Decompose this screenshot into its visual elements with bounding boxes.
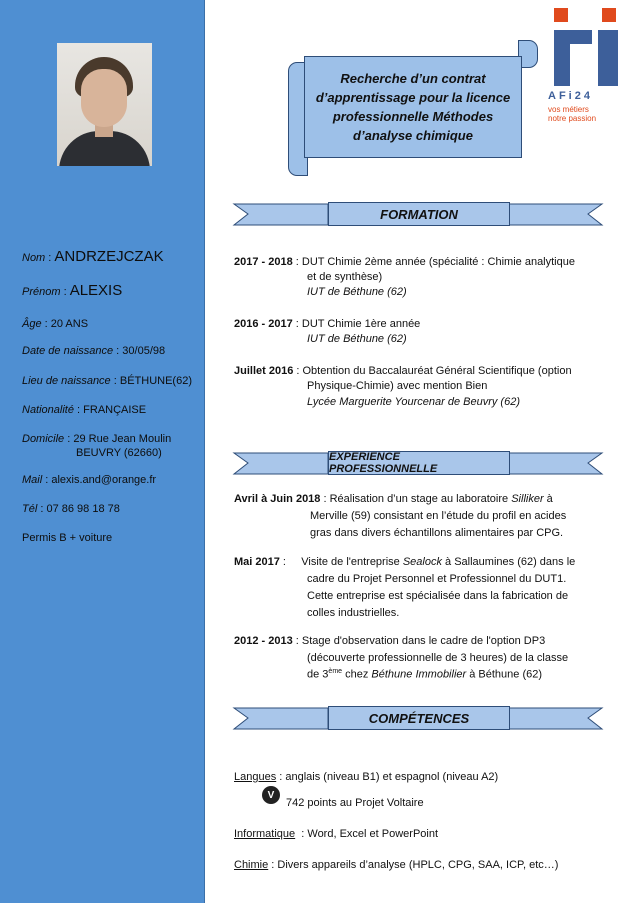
formation-1: 2017 - 2018 : DUT Chimie 2ème année (spécialité : Chimie analytique (234, 256, 575, 268)
domicile-row: Domicile : 29 Rue Jean Moulin (22, 433, 172, 445)
tel-row: Tél : 07 86 98 18 78 (22, 503, 120, 515)
formation-3: Juillet 2016 : Obtention du Baccalauréat Général Scientifique (option (234, 365, 572, 377)
langues-row: Langues : anglais (niveau B1) et espagnol (niveau A2) (234, 771, 499, 783)
prenom-row: Prénom : ALEXIS (22, 282, 123, 299)
voltaire-row: 742 points au Projet Voltaire (286, 797, 424, 809)
mail-row: Mail : alexis.and@orange.fr (22, 474, 157, 486)
formation-title: FORMATION (328, 202, 510, 226)
prenom-value: ALEXIS (69, 282, 123, 299)
sidebar (0, 0, 205, 903)
nom-value: ANDRZEJCZAK (54, 248, 164, 265)
domicile-row-2: BEUVRY (62660) (76, 447, 162, 459)
objective-banner (284, 38, 544, 178)
age-row: Âge : 20 ANS (22, 318, 89, 330)
experience-3: 2012 - 2013 : Stage d'observation dans le cadre de l'option DP3 (234, 635, 546, 647)
permis-row: Permis B + voiture (22, 532, 113, 544)
afi24-logo: AFi24 vos métiers notre passion (548, 6, 632, 122)
experience-2: Mai 2017 : Visite de l'entreprise Sealock à Sallaumines (62) dans le (234, 556, 576, 568)
formation-ribbon (232, 199, 604, 229)
experience-title: EXPERIENCE PROFESSIONNELLE (328, 451, 510, 475)
chimie-row: Chimie : Divers appareils d’analyse (HPLC, CPG, SAA, ICP, etc…) (234, 859, 559, 871)
informatique-row: Informatique : Word, Excel et PowerPoint (234, 828, 439, 840)
nationalite-row: Nationalité : FRANÇAISE (22, 404, 147, 416)
experience-ribbon (232, 448, 604, 478)
nom-row: Nom : ANDRZEJCZAK (22, 248, 164, 265)
projet-voltaire-icon: V (262, 786, 280, 804)
naissance-row: Date de naissance : 30/05/98 (22, 345, 166, 357)
lieu-row: Lieu de naissance : BÉTHUNE(62) (22, 375, 192, 387)
competences-title: COMPÉTENCES (328, 706, 510, 730)
objective-text: Recherche d’un contrat d’apprentissage pour la licence professionnelle Méthodes d’analyse chimique (304, 56, 522, 158)
experience-1: Avril à Juin 2018 : Réalisation d’un stage au laboratoire Silliker à (234, 493, 553, 505)
competences-ribbon (232, 703, 604, 733)
formation-2: 2016 - 2017 : DUT Chimie 1ère année (234, 318, 421, 330)
profile-photo (57, 43, 152, 166)
